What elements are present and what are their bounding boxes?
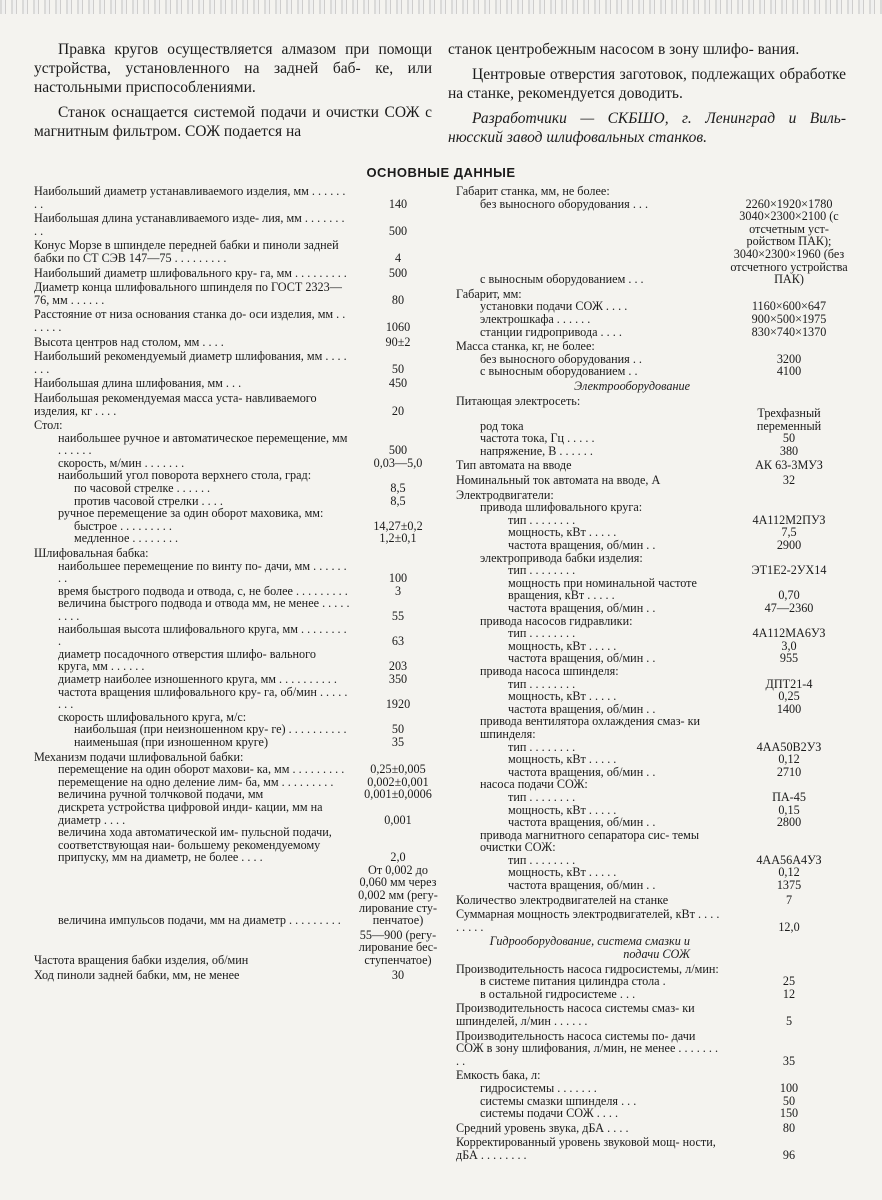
spec-label: величина быстрого подвода и отвода мм, не менее . . . . . . . . .: [58, 596, 350, 623]
spec-row: [456, 501, 848, 514]
spec-label: Высота центров над столом, мм . . . .: [34, 334, 224, 349]
spec-label: Корректированный уровень звуковой мощ- ности, дБА . . . . . . . .: [456, 1135, 716, 1162]
spec-label: частота вращения, об/мин . .: [508, 701, 656, 716]
spec-value: 12,0: [778, 919, 800, 934]
spec-row: [456, 432, 848, 445]
specs-right-column: [456, 185, 848, 1162]
spec-value: 50: [782, 1093, 796, 1108]
spec-label: Суммарная мощность электродвигателей, кВт . . . . . . . . .: [456, 907, 720, 934]
spec-row: [456, 1030, 848, 1068]
spec-row: [34, 623, 440, 648]
spec-label: без выносного оборудования . . .: [480, 196, 649, 211]
spec-label: диаметр посадочного отверстия шлифо- вального круга, мм . . . . . .: [58, 646, 316, 674]
spec-label: по часовой стрелке . . . . . .: [74, 481, 211, 496]
spec-label: Тип автомата на вводе: [456, 458, 572, 473]
spec-label: электропривода бабки изделия:: [480, 550, 643, 565]
spec-label: род тока: [480, 418, 524, 433]
spec-label: частота вращения, об/мин . .: [508, 651, 656, 666]
spec-label: Наибольшая длина шлифования, мм . . .: [34, 376, 242, 391]
spec-value: От 0,002 до 0,060 мм через 0,002 мм (регу- лирование сту- пенчатое): [358, 862, 438, 928]
spec-value: 1375: [776, 878, 802, 893]
spec-value: 12: [782, 986, 796, 1001]
spec-row: [456, 1136, 848, 1161]
spec-value: 35: [782, 1053, 796, 1068]
spec-label: привода насосов гидравлики:: [480, 613, 633, 628]
spec-value: 450: [388, 376, 408, 391]
intro-paragraph: Станок оснащается системой подачи и очистки СОЖ с магнитным фильтром. СОЖ подается на: [34, 104, 432, 140]
spec-label: время быстрого подвода и отвода, с, не более . . . . . . . . .: [58, 583, 348, 598]
spec-label: без выносного оборудования . .: [480, 351, 642, 366]
spec-label: диаметр наиболее изношенного круга, мм . . . . . . . . . .: [58, 671, 337, 686]
spec-label: Габарит станка, мм, не более:: [456, 184, 610, 198]
spec-row: [34, 419, 440, 432]
spec-value: 0,70: [778, 588, 800, 603]
spec-label: тип . . . . . . . .: [508, 626, 576, 641]
spec-value: 2900: [776, 538, 802, 553]
spec-value: 47—2360: [764, 601, 814, 615]
spec-row: [456, 690, 848, 703]
spec-label: Средний уровень звука, дБА . . . .: [456, 1120, 629, 1135]
spec-row: [456, 185, 848, 198]
spec-value: 3200: [776, 351, 802, 366]
spec-value: 2710: [776, 764, 802, 779]
spec-row: [34, 560, 440, 585]
spec-row: [34, 507, 440, 520]
spec-label: мощность, кВт . . . . .: [508, 865, 617, 880]
spec-value: 50: [391, 722, 405, 737]
spec-label: перемещение на один оборот махови- ка, мм . . . . . . . . .: [58, 762, 345, 777]
spec-label: напряжение, В . . . . . .: [480, 443, 593, 458]
spec-value: ДПТ21-4: [765, 676, 813, 691]
spec-row: [456, 564, 848, 577]
spec-row: [456, 1002, 848, 1027]
spec-value: 80: [391, 292, 405, 307]
spec-label: против часовой стрелки . . . .: [74, 493, 223, 508]
spec-label: наименьшая (при изношенном круге): [74, 734, 269, 749]
spec-label: установки подачи СОЖ . . . .: [480, 299, 628, 314]
spec-label: Наибольшая длина устанавливаемого изде- лия, мм . . . . . . . . .: [34, 211, 345, 238]
spec-label: Диаметр конца шлифовального шпинделя по ГОСТ 2323—76, мм . . . . . .: [34, 280, 342, 307]
spec-label: Гидрооборудование, система смазки и подачи СОЖ: [489, 934, 690, 962]
spec-value: 63: [391, 634, 405, 649]
spec-label: частота вращения шлифовального кру- га, об/мин . . . . . . . .: [58, 684, 348, 712]
spec-label: в остальной гидросистеме . . .: [480, 986, 636, 1001]
spec-row: [456, 1122, 848, 1135]
spec-row: [34, 864, 440, 927]
spec-value: 55: [391, 609, 405, 623]
spec-label: мощность, кВт . . . . .: [508, 802, 617, 817]
spec-row: [456, 988, 848, 1001]
spec-label: частота вращения, об/мин . .: [508, 601, 656, 615]
spec-value: 50: [391, 361, 405, 376]
spec-label: частота вращения, об/мин . .: [508, 538, 656, 553]
spec-value: 14,27±0,2: [373, 518, 423, 533]
spec-row: [34, 392, 440, 417]
spec-row: [456, 326, 848, 339]
spec-label: ручное перемещение за один оборот маховика, мм:: [58, 506, 324, 521]
spec-label: Ход пиноли задней бабки, мм, не менее: [34, 967, 240, 982]
spec-row: [456, 665, 848, 678]
spec-label: Наибольший диаметр устанавливаемого изделия, мм . . . . . . . .: [34, 184, 346, 211]
spec-label: Питающая электросеть:: [456, 393, 581, 408]
spec-value: 0,25: [778, 689, 800, 704]
spec-value: АК 63-3МУЗ: [755, 458, 823, 473]
spec-label: Производительность насоса системы по- дачи СОЖ в зону шлифования, л/мин, не менее . . . . . . . . .: [456, 1028, 719, 1068]
spec-label: величина импульсов подачи, мм на диаметр . . . . . . . . .: [58, 913, 341, 928]
spec-value: 30: [391, 967, 405, 982]
spec-row: [34, 801, 440, 826]
spec-label: Производительность насоса гидросистемы, л/мин:: [456, 961, 719, 976]
spec-value: 0,03—5,0: [373, 455, 423, 470]
section-heading: ОСНОВНЫЕ ДАННЫЕ: [366, 165, 516, 180]
spec-value: 1920: [385, 697, 411, 712]
spec-label: Частота вращения бабки изделия, об/мин: [34, 953, 249, 968]
spec-label: Механизм подачи шлифовальной бабки:: [34, 749, 244, 764]
spec-label: наибольшее ручное и автоматическое перемещение, мм . . . . . .: [58, 430, 348, 458]
spec-row: [456, 753, 848, 766]
spec-label: тип . . . . . . . .: [508, 512, 576, 527]
spec-value: 0,001±0,0006: [364, 787, 432, 802]
spec-label: Расстояние от низа основания станка до- оси изделия, мм . . . . . . .: [34, 307, 346, 334]
spec-value: 150: [779, 1106, 799, 1121]
intro-text: [34, 40, 846, 153]
spec-row: [34, 686, 440, 711]
spec-label: тип . . . . . . . .: [508, 563, 576, 578]
spec-value: 2800: [776, 815, 802, 830]
spec-value: Трехфазный переменный: [756, 406, 822, 433]
spec-value: 500: [388, 265, 408, 280]
spec-label: Электрооборудование: [574, 378, 690, 393]
spec-value: 8,5: [390, 481, 406, 496]
spec-label: мощность, кВт . . . . .: [508, 689, 617, 704]
developers-paragraph: Разработчики — СКБШО, г. Ленинград и Виль- нюсский завод шлифовальных станков.: [448, 110, 846, 146]
intro-left-column: [34, 40, 432, 153]
spec-label: мощность при номинальной частоте вращения, кВт . . . . .: [508, 575, 697, 603]
spec-row: [34, 281, 440, 306]
spec-row: [34, 185, 440, 210]
spec-value: 5: [785, 1014, 793, 1028]
spec-value: 0,002±0,001: [367, 774, 429, 789]
spec-label: мощность, кВт . . . . .: [508, 638, 617, 653]
spec-label: частота вращения, об/мин . .: [508, 878, 656, 893]
spec-label: Конус Морзе в шпинделе передней бабки и пиноли задней бабки по СТ СЭВ 147—75 . . . . . . . . .: [34, 238, 339, 265]
spec-value: 55—900 (регу- лирование бес- ступенчатое): [358, 927, 438, 968]
spec-label: электрошкафа . . . . . .: [480, 311, 591, 326]
spec-value: 20: [391, 403, 405, 418]
spec-label: Масса станка, кг, не более:: [456, 339, 595, 354]
spec-value: 2260×1920×1780: [745, 196, 833, 211]
spec-label: величина ручной толчковой подачи, мм: [58, 787, 264, 802]
spec-value: 0,15: [778, 802, 800, 817]
spec-value: 35: [391, 734, 405, 749]
spec-row: [456, 602, 848, 615]
spec-label: тип . . . . . . . .: [508, 676, 576, 691]
spec-value: 380: [779, 443, 799, 458]
spec-label: скорость, м/мин . . . . . . .: [58, 455, 185, 470]
spec-row: [34, 969, 440, 982]
spec-row: [456, 210, 848, 286]
spec-label: Шлифовальная бабка:: [34, 546, 149, 561]
spec-label: наибольшая высота шлифовального круга, мм . . . . . . . . .: [58, 621, 347, 649]
spec-value: 500: [388, 443, 408, 458]
spec-value: 32: [782, 473, 796, 488]
spec-value: ПА-45: [772, 789, 806, 804]
spec-row: [456, 975, 848, 988]
spec-label: наибольшая (при неизношенном кру- ге) . . . . . . . . . .: [74, 722, 347, 737]
specs-left-column: [34, 185, 440, 981]
spec-value: 140: [388, 196, 408, 211]
spec-row: [456, 715, 848, 740]
spec-value: 955: [779, 651, 799, 666]
spec-row: [34, 432, 440, 457]
spec-value: 0,12: [778, 752, 800, 767]
spec-row: [456, 791, 848, 804]
spec-value: 25: [782, 974, 796, 989]
spec-label: Емкость бака, л:: [456, 1068, 541, 1083]
spec-value: 4: [394, 250, 402, 265]
spec-value: 4АА50В2УЗ: [756, 739, 822, 754]
spec-row: [456, 445, 848, 458]
spec-value: 4А112МА6УЗ: [752, 626, 826, 641]
spec-row: [34, 482, 440, 495]
spec-label: Производительность насоса системы смаз- ки шпинделей, л/мин . . . . . .: [456, 1001, 695, 1028]
spec-value: 203: [388, 659, 408, 674]
spec-label: Наибольший диаметр шлифовального кру- га, мм . . . . . . . . .: [34, 265, 347, 280]
spec-value: 500: [388, 223, 408, 238]
scan-edge-noise: [0, 0, 882, 14]
spec-row: [456, 1107, 848, 1120]
spec-value: 4А112М2ПУЗ: [752, 512, 826, 527]
subsection-heading: [456, 380, 848, 393]
spec-label: мощность, кВт . . . . .: [508, 752, 617, 767]
spec-label: величина хода автоматической им- пульсной подачи, соответствующая наи- большему рекомендуемому припуску, мм на диаметр, не более . . . .: [58, 825, 332, 865]
spec-label: тип . . . . . . . .: [508, 852, 576, 867]
spec-row: [34, 736, 440, 749]
spec-value: 3,0: [781, 638, 797, 653]
spec-row: [34, 648, 440, 673]
spec-label: перемещение на одно деление лим- ба, мм . . . . . . . . .: [58, 774, 334, 789]
spec-label: привода шлифовального круга:: [480, 500, 643, 515]
spec-label: Электродвигатели:: [456, 487, 554, 502]
spec-label: быстрое . . . . . . . . .: [74, 518, 172, 533]
spec-label: частота тока, Гц . . . . .: [480, 431, 595, 446]
spec-row: [456, 407, 848, 432]
spec-row: [456, 1082, 848, 1095]
spec-value: 4100: [776, 364, 802, 379]
spec-value: 3040×2300×2100 (с отсчетным уст- ройством ПАК); 3040×2300×1960 (без отсчетного устройства ПАК): [730, 209, 848, 287]
spec-label: мощность, кВт . . . . .: [508, 525, 617, 540]
spec-row: [456, 539, 848, 552]
spec-row: [456, 365, 848, 378]
spec-value: 0,12: [778, 865, 800, 880]
spec-label: станции гидропривода . . . .: [480, 324, 622, 339]
intro-paragraph: Центровые отверстия заготовок, подлежащих обработке на станке, рекомендуется доводить.: [448, 66, 846, 102]
intro-right-column: [448, 40, 846, 153]
spec-value: 96: [782, 1147, 796, 1162]
spec-value: ЭТ1Е2-2УХ14: [751, 563, 827, 578]
spec-label: привода вентилятора охлаждения смаз- ки шпинделя:: [480, 714, 701, 741]
spec-row: [34, 377, 440, 390]
spec-row: [456, 829, 848, 854]
spec-row: [34, 547, 440, 560]
spec-label: медленное . . . . . . . .: [74, 531, 179, 546]
spec-row: [34, 212, 440, 237]
spec-label: наибольшее перемещение по винту по- дачи, мм . . . . . . . .: [58, 558, 347, 586]
spec-row: [34, 239, 440, 264]
spec-label: Наибольшая рекомендуемая масса уста- навливаемого изделия, кг . . . .: [34, 390, 317, 418]
spec-value: 3: [394, 583, 402, 598]
spec-label: Стол:: [34, 418, 63, 433]
spec-label: Номинальный ток автомата на вводе, А: [456, 473, 661, 488]
spec-row: [456, 908, 848, 933]
spec-row: [34, 929, 440, 967]
spec-value: 1060: [385, 319, 411, 334]
spec-label: тип . . . . . . . .: [508, 789, 576, 804]
spec-value: 0,25±0,005: [370, 762, 426, 777]
spec-row: [456, 894, 848, 907]
spec-value: 830×740×1370: [751, 324, 827, 339]
spec-label: частота вращения, об/мин . .: [508, 764, 656, 779]
spec-value: 8,5: [390, 493, 406, 508]
spec-value: 900×500×1975: [751, 311, 827, 326]
intro-paragraph: станок центробежным насосом в зону шлифо- вания.: [448, 41, 800, 58]
spec-value: 100: [388, 571, 408, 586]
spec-row: [34, 308, 440, 333]
spec-row: [34, 763, 440, 776]
spec-value: 50: [782, 431, 796, 446]
spec-value: 90±2: [385, 334, 411, 349]
spec-label: насоса подачи СОЖ:: [480, 777, 588, 792]
spec-row: [456, 879, 848, 892]
spec-value: 350: [388, 671, 408, 686]
spec-row: [34, 597, 440, 622]
spec-row: [456, 340, 848, 353]
spec-row: [34, 267, 440, 280]
spec-label: системы подачи СОЖ . . . .: [480, 1106, 619, 1121]
spec-row: [456, 459, 848, 472]
spec-value: 7: [785, 892, 793, 907]
spec-value: 7,5: [781, 525, 797, 540]
spec-label: дискрета устройства цифровой инди- кации, мм на диаметр . . . .: [58, 799, 323, 827]
spec-row: [456, 816, 848, 829]
spec-label: тип . . . . . . . .: [508, 739, 576, 754]
spec-label: наибольший угол поворота верхнего стола, град:: [58, 468, 312, 483]
spec-label: гидросистемы . . . . . . .: [480, 1080, 597, 1095]
intro-paragraph: Правка кругов осуществляется алмазом при помощи устройства, установленного на задней баб- ке, или настольными приспособлениями.: [34, 41, 432, 96]
spec-label: с выносным оборудованием . . .: [480, 272, 644, 287]
spec-value: 1160×600×647: [751, 299, 827, 314]
spec-value: 80: [782, 1120, 796, 1135]
spec-label: Габарит, мм:: [456, 286, 522, 301]
spec-label: частота вращения, об/мин . .: [508, 815, 656, 830]
spec-value: 2,0: [390, 850, 406, 865]
spec-label: скорость шлифовального круга, м/с:: [58, 709, 247, 724]
spec-row: [456, 474, 848, 487]
spec-row: [34, 350, 440, 375]
spec-value: 100: [779, 1080, 799, 1095]
spec-row: [456, 627, 848, 640]
spec-row: [34, 336, 440, 349]
spec-row: [34, 826, 440, 864]
spec-label: с выносным оборудованием . .: [480, 364, 638, 379]
spec-row: [34, 673, 440, 686]
spec-value: 1400: [776, 701, 802, 716]
spec-row: [456, 313, 848, 326]
spec-label: Наибольший рекомендуемый диаметр шлифования, мм . . . . . . .: [34, 349, 347, 376]
subsection-heading: [456, 935, 848, 960]
spec-value: 0,001: [384, 812, 412, 827]
spec-label: в системе питания цилиндра стола .: [480, 974, 666, 989]
spec-label: привода насоса шпинделя:: [480, 663, 619, 678]
spec-label: привода магнитного сепаратора сис- темы очистки СОЖ:: [480, 827, 700, 855]
spec-label: Количество электродвигателей на станке: [456, 892, 669, 907]
spec-row: [34, 532, 440, 545]
spec-label: системы смазки шпинделя . . .: [480, 1093, 637, 1108]
spec-value: 1,2±0,1: [379, 531, 417, 546]
spec-value: 4АА56А4УЗ: [756, 852, 822, 867]
spec-row: [456, 577, 848, 602]
